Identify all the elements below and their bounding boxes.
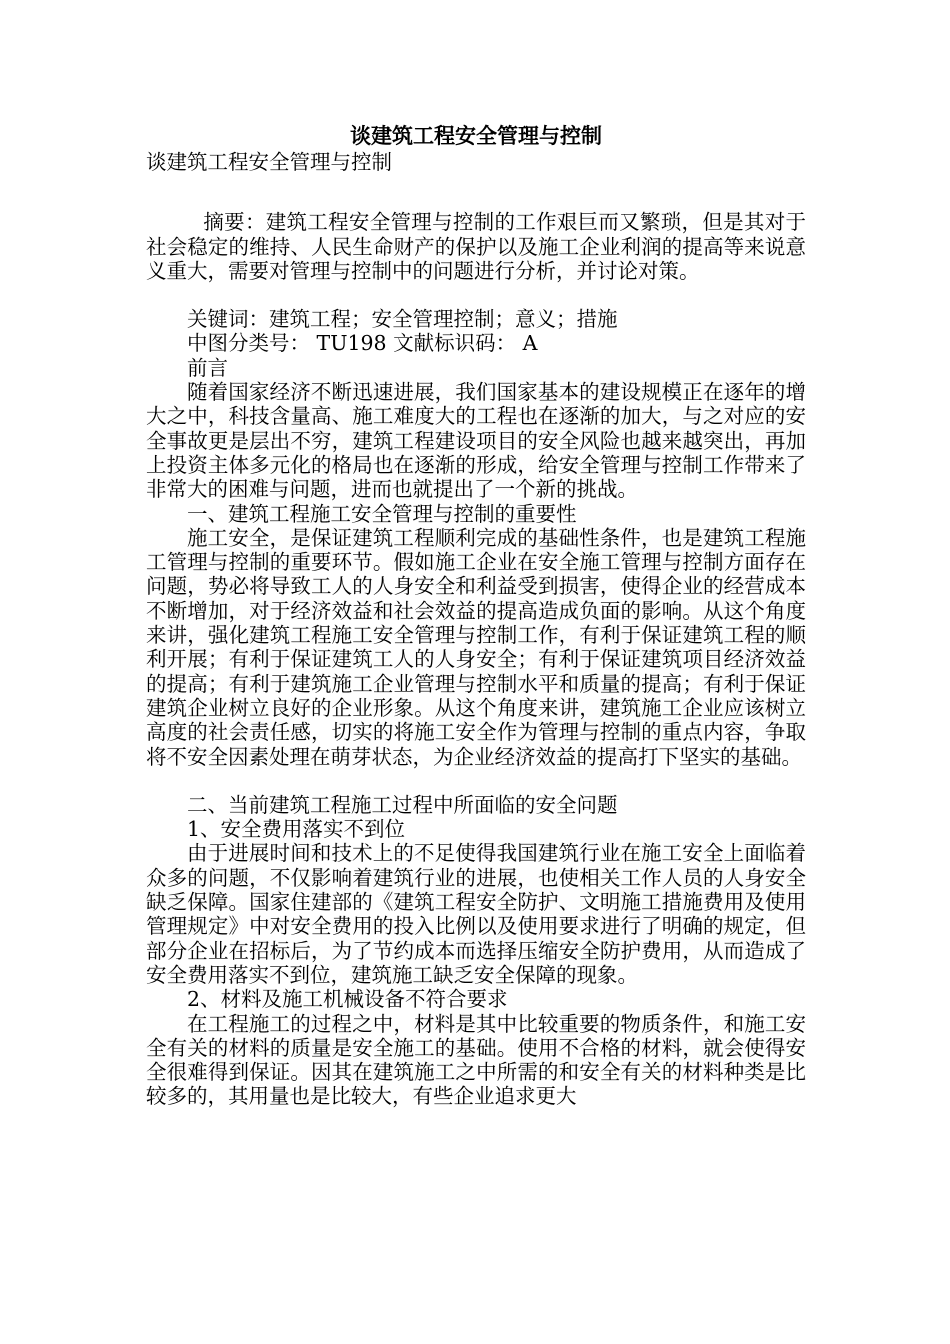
section-2-heading: 二、当前建筑工程施工过程中所面临的安全问题	[187, 792, 618, 817]
keywords-line: 关键词：建筑工程；安全管理控制；意义；措施	[187, 307, 618, 332]
classification-line: 中图分类号： TU198 文献标识码： A	[187, 331, 538, 356]
preface-paragraph: 随着国家经济不断迅速进展，我们国家基本的建设规模正在逐年的增大之中，科技含量高、施工难度大的工程也在逐渐的加大，与之对应的安全事故更是层出不穷，建筑工程建设项目的安全风险也越来越突出，再加上投资主体多元化的格局也在逐渐的形成，给安全管理与控制工作带来了非常大的困难与问题，进而也就提出了一个新的挑战。	[146, 380, 806, 502]
document-title: 谈建筑工程安全管理与控制	[350, 124, 602, 148]
preface-heading: 前言	[187, 355, 228, 380]
abstract-paragraph: 摘要：建筑工程安全管理与控制的工作艰巨而又繁琐，但是其对于社会稳定的维持、人民生命财产的保护以及施工企业利润的提高等来说意义重大，需要对管理与控制中的问题进行分析，并讨论对策。	[146, 210, 806, 283]
spacer	[146, 283, 806, 307]
spacer	[146, 174, 806, 210]
subsection-1-paragraph: 由于进展时间和技术上的不足使得我国建筑行业在施工安全上面临着众多的问题，不仅影响着建筑行业的进展，也使相关工作人员的人身安全缺乏保障。国家住建部的《建筑工程安全防护、文明施工措施费用及使用管理规定》中对安全费用的投入比例以及使用要求进行了明确的规定，但部分企业在招标后，为了节约成本而选择压缩安全防护费用，从而造成了安全费用落实不到位，建筑施工缺乏安全保障的现象。	[146, 841, 806, 987]
document-subtitle: 谈建筑工程安全管理与控制	[146, 150, 392, 174]
document-body	[146, 122, 806, 1109]
subsection-2-paragraph: 在工程施工的过程之中，材料是其中比较重要的物质条件，和施工安全有关的材料的质量是安全施工的基础。使用不合格的材料，就会使得安全很难得到保证。因其在建筑施工之中所需的和安全有关的材料种类是比较多的，其用量也是比较大，有些企业追求更大	[146, 1011, 806, 1109]
section-1-paragraph: 施工安全，是保证建筑工程顺利完成的基础性条件，也是建筑工程施工管理与控制的重要环节。假如施工企业在安全施工管理与控制方面存在问题，势必将导致工人的人身安全和利益受到损害，使得企业的经营成本不断增加，对于经济效益和社会效益的提高造成负面的影响。从这个角度来讲，强化建筑工程施工安全管理与控制工作，有利于保证建筑工程的顺利开展；有利于保证建筑工人的人身安全；有利于保证建筑项目经济效益的提高；有利于建筑施工企业管理与控制水平和质量的提高；有利于保证建筑企业树立良好的企业形象。从这个角度来讲，建筑施工企业应该树立高度的社会责任感，切实的将施工安全作为管理与控制的重点内容，争取将不安全因素处理在萌芽状态，为企业经济效益的提高打下坚实的基础。	[146, 525, 806, 769]
subsection-2-heading: 2、材料及施工机械设备不符合要求	[187, 987, 508, 1012]
subsection-1-heading: 1、安全费用落实不到位	[187, 817, 406, 842]
spacer	[146, 769, 806, 793]
section-1-heading: 一、建筑工程施工安全管理与控制的重要性	[187, 501, 577, 526]
